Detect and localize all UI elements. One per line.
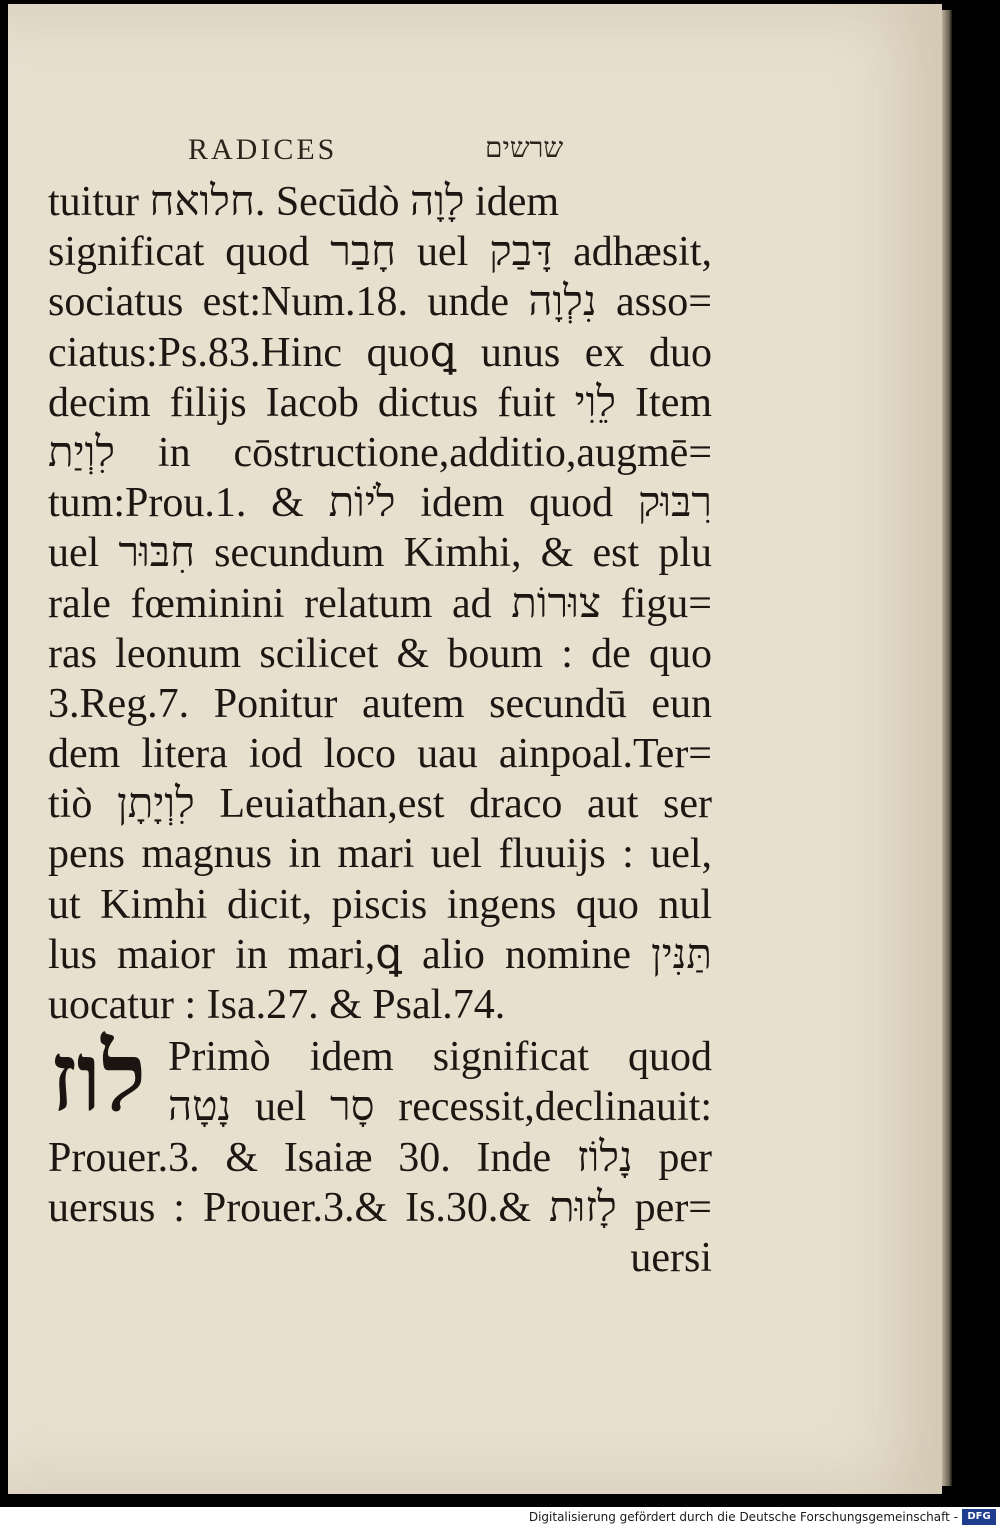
dfg-logo-icon: DFG [962, 1509, 996, 1525]
text-line: uel חִבּוּר secundum Kimhi, & est plu [48, 530, 712, 577]
text-line: uocatur : Isa.27. & Psal.74. [48, 982, 506, 1028]
text-line: significat quod חָבַר uel דָּבַק adhæsit, [48, 229, 713, 276]
running-head-latin: RADICES [188, 133, 338, 166]
body-text-bottom [48, 1133, 712, 1284]
catchword: uersi [630, 1235, 712, 1282]
text-line: Prouer.3. & Isaiæ 30. Inde נָלוֹז per [48, 1135, 713, 1181]
text-line: rale fœminini relatum ad צוּרוֹת figu= [48, 580, 712, 627]
text-line: lus maior in mari,ꝗ alio nomine תַּנִּין [48, 931, 712, 978]
running-head-hebrew: שרשים [485, 133, 564, 164]
body-text-top [48, 177, 712, 1030]
body-text-dropcap [168, 1032, 712, 1132]
text-line: Primò idem significat quod [168, 1034, 712, 1080]
page-edge [942, 10, 952, 1486]
text-line: decim filijs Iacob dictus fuit לֵוִי Item [48, 379, 713, 426]
text-line: tuitur חלואח. Secūdò לָוָה idem [48, 179, 560, 225]
text-line: dem litera iod loco uau ainpoal.Ter= [48, 731, 712, 778]
text-line: uersus : Prouer.3.& Is.30.& לָזוּת per= [48, 1185, 712, 1232]
footer-bar [0, 1507, 1000, 1529]
text-line: ras leonum scilicet & boum : de quo [48, 630, 712, 677]
text-line: 3.Reg.7. Ponitur autem secundū eun [48, 680, 712, 727]
text-line: ut Kimhi dicit, piscis ingens quo nul [48, 881, 712, 928]
footer-credit: Digitalisierung gefördert durch die Deutsche Forschungsgemeinschaft - [528, 1510, 958, 1524]
text-line: tum:Prou.1. & לֹיוֹת idem quod רִבּוּק [48, 480, 712, 527]
hebrew-dropcap: לוז [50, 1024, 147, 1131]
text-line: נָטָה uel סָר recessit,declinauit: [168, 1084, 712, 1131]
text-line: pens magnus in mari uel fluuijs : uel, [48, 831, 712, 878]
text-line: ciatus:Ps.83.Hinc quoꝗ unus ex duo [48, 329, 712, 376]
text-line: tiò לִוְיָתָן Leuiathan,est draco aut ser [48, 781, 712, 828]
text-line: sociatus est:Num.18. unde נִלְוָה asso= [48, 279, 712, 326]
text-line: לִוְיַת in cōstructione,additio,augmē= [48, 429, 712, 476]
